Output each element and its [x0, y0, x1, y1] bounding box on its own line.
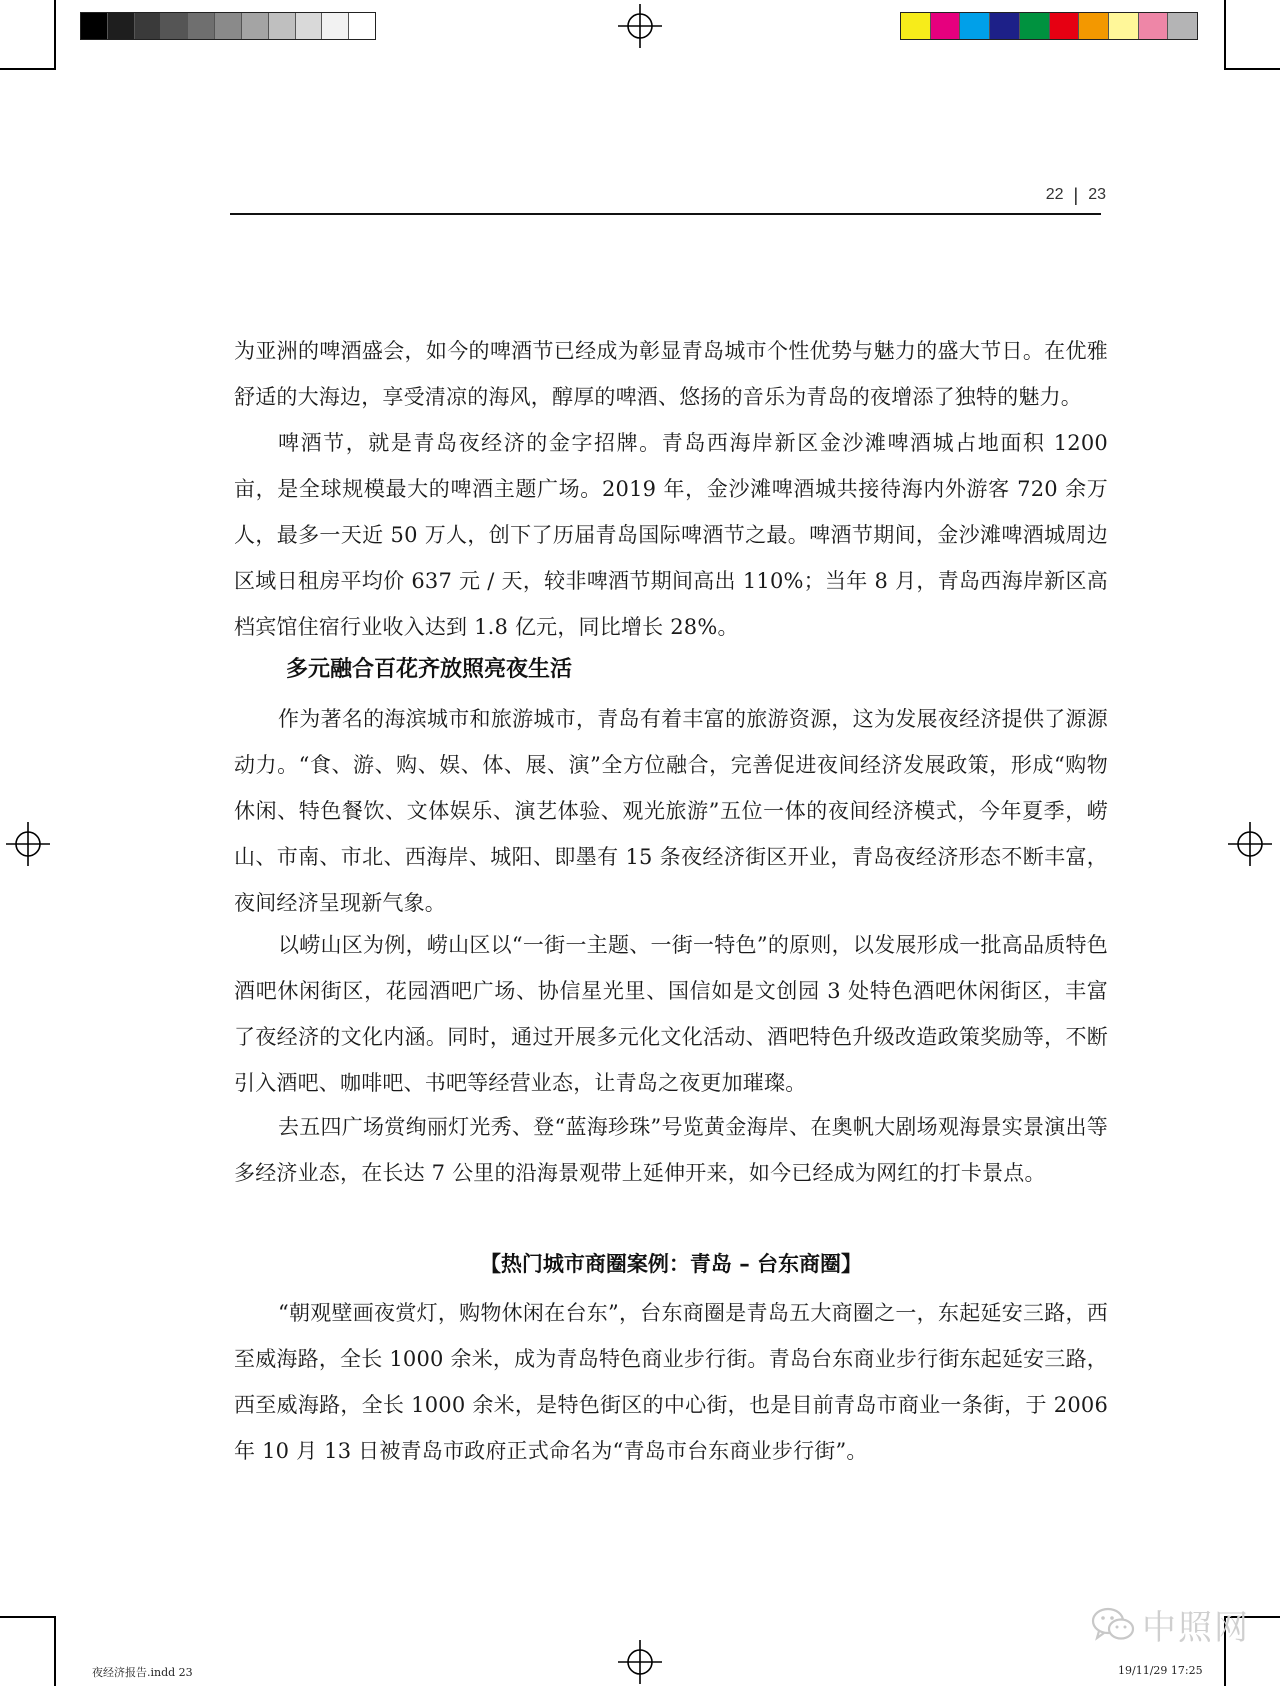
- registration-mark-right: [1228, 822, 1272, 866]
- color-swatch: [901, 13, 931, 39]
- color-swatch: [990, 13, 1020, 39]
- header-rule: [230, 213, 1101, 215]
- gray-swatch: [215, 13, 242, 39]
- paragraph-coastal-attractions: 去五四广场赏绚丽灯光秀、登“蓝海珍珠”号览黄金海岸、在奥帆大剧场观海景实景演出等多经济业态，在长达 7 公里的沿海景观带上延伸开来，如今已经成为网红的打卡景点。: [234, 1115, 1108, 1185]
- wechat-logo-icon: [1090, 1605, 1136, 1643]
- paragraph-taidong-district: “朝观壁画夜赏灯，购物休闲在台东”，台东商圈是青岛五大商圈之一，东起延安三路，西至威海路，全长 1000 余米，成为青岛特色商业步行街。青岛台东商业步行街东起延安三路，西至威海路，全长 1000 余米，是特色街区的中心街，也是目前青岛市商业一条街，于 2006 年 10 月 13 日被青岛市政府正式命名为“青岛市台东商业步行街”。: [234, 1301, 1108, 1463]
- color-swatch: [1079, 13, 1109, 39]
- footer-file-label: 夜经济报告.indd 23: [92, 1666, 193, 1679]
- footer-timestamp: 19/11/29 17:25: [1118, 1664, 1203, 1677]
- paragraph-tourism-resources: 作为著名的海滨城市和旅游城市，青岛有着丰富的旅游资源，这为发展夜经济提供了源源动力。“食、游、购、娱、体、展、演”全方位融合，完善促进夜间经济发展政策，形成“购物休闲、特色餐饮、文体娱乐、演艺体验、观光旅游”五位一体的夜间经济模式，今年夏季，崂山、市南、市北、西海岸、城阳、即墨有 15 条夜经济街区开业，青岛夜经济形态不断丰富，夜间经济呈现新气象。: [234, 707, 1108, 915]
- gray-swatch: [349, 13, 375, 39]
- paragraph-laoshan-example: 以崂山区为例，崂山区以“一街一主题、一街一特色”的原则，以发展形成一批高品质特色酒吧休闲街区，花园酒吧广场、协信星光里、国信如是文创园 3 处特色酒吧休闲街区，丰富了夜经济的文化内涵。同时，通过开展多元化文化活动、酒吧特色升级改造政策奖励等，不断引入酒吧、咖啡吧、书吧等经营业态，让青岛之夜更加璀璨。: [234, 933, 1108, 1095]
- watermark: [1090, 1596, 1250, 1652]
- grayscale-color-bar: [80, 12, 376, 40]
- right-page-number: 23: [1088, 186, 1106, 203]
- gray-swatch: [322, 13, 349, 39]
- page-number-separator: |: [1073, 184, 1079, 205]
- color-swatch: [1139, 13, 1169, 39]
- gray-swatch: [188, 13, 215, 39]
- color-swatch: [1050, 13, 1080, 39]
- gray-swatch: [269, 13, 296, 39]
- paragraph-beer-festival-economy: 啤酒节，就是青岛夜经济的金字招牌。青岛西海岸新区金沙滩啤酒城占地面积 1200 亩，是全球规模最大的啤酒主题广场。2019 年，金沙滩啤酒城共接待海内外游客 720 余万人，最多一天近 50 万人，创下了历届青岛国际啤酒节之最。啤酒节期间，金沙滩啤酒城周边区域日租房平均价 637 元 / 天，较非啤酒节期间高出 110%；当年 8 月，青岛西海岸新区高档宾馆住宿行业收入达到 1.8 亿元，同比增长 28%。: [234, 431, 1108, 639]
- registration-mark-top: [618, 4, 662, 48]
- left-page-number: 22: [1045, 186, 1064, 203]
- case-study-title: 【热门城市商圈案例：青岛 – 台东商圈】: [479, 1252, 863, 1276]
- registration-mark-bottom: [618, 1640, 662, 1684]
- gray-swatch: [108, 13, 135, 39]
- color-swatch: [931, 13, 961, 39]
- process-color-bar: [900, 12, 1198, 40]
- gray-swatch: [242, 13, 269, 39]
- section-subheading: 多元融合百花齐放照亮夜生活: [286, 657, 573, 682]
- watermark-text: 中照网: [1142, 1607, 1250, 1648]
- color-swatch: [1020, 13, 1050, 39]
- color-swatch: [1109, 13, 1139, 39]
- color-swatch: [1168, 13, 1197, 39]
- page-numbers: [1000, 183, 1106, 207]
- gray-swatch: [81, 13, 108, 39]
- registration-mark-left: [6, 822, 50, 866]
- gray-swatch: [296, 13, 323, 39]
- color-swatch: [960, 13, 990, 39]
- gray-swatch: [135, 13, 162, 39]
- paragraph-beer-festival-intro: 为亚洲的啤酒盛会，如今的啤酒节已经成为彰显青岛城市个性优势与魅力的盛大节日。在优雅舒适的大海边，享受清凉的海风，醇厚的啤酒、悠扬的音乐为青岛的夜增添了独特的魅力。: [234, 339, 1108, 409]
- gray-swatch: [161, 13, 188, 39]
